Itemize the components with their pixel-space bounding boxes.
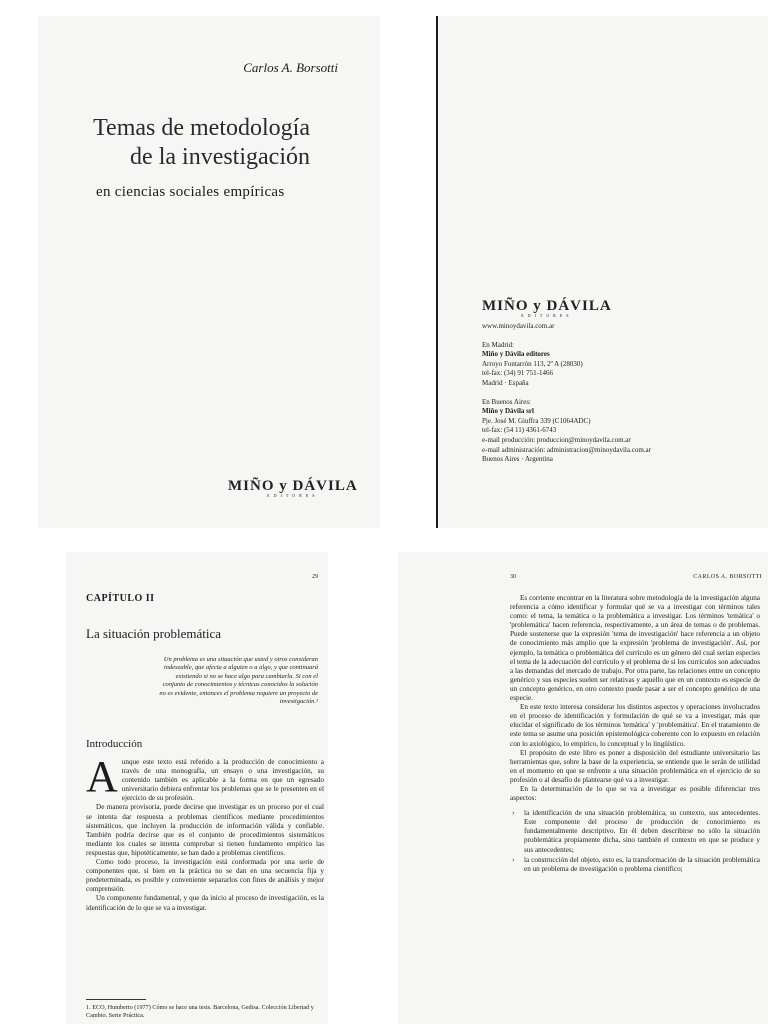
email-administration: e-mail administración: administracion@minoydavila.com.ar [482,445,651,454]
publisher-logo [228,478,358,498]
buenos-aires-name: Miño y Dávila srl [482,407,534,416]
title-page [38,16,380,528]
paragraph: Es corriente encontrar en la literatura sobre metodología de la investigación alguna referencia a cómo identificar y formular qué se va a investigar con términos tales como: el tema, la temática o la problemática a investigar. Los términos 'temática' o 'problemática' hacen referencia, respectivamente, a un área de temas o de problemas. Puede sostenerse que la expresión 'tema de investigación' hace referencia a un objeto de conocimiento más amplio que la expresión 'problema de investigación'. Así, por ejemplo, la temática o problemática del currículo es un género del cual serían especies el tema de la adecuación del currículo y el problema de si los currículos son adecuados a las demandas del mercado de trabajo. Por otra parte, las relaciones entre un concepto genérico y sus especies suelen ser relativas y aquello que en un contexto es especie de un concepto genérico, en otro contexto puede pasar a ser el concepto genérico de una especie. [510,594,760,703]
epigraph: Un problema es una situación que usted y otros consideran indeseable, que afecta a alguien o a algo, y que continuará existiendo si no se hace algo para cambiarla. Si con el conjunto de conocimientos y técnicas conocidos la solución no es evidente, entonces el problema requiere un proyecto de investigación.¹ [159,656,318,706]
publisher-website: www.minoydavila.com.ar [482,322,555,330]
chapter-heading: CAPÍTULO II [86,593,155,604]
book-title [93,114,310,172]
section-title: La situación problemática [86,626,222,641]
madrid-header: En Madrid: [482,340,515,349]
list-item [510,809,760,854]
publisher-logo-subtext: EDITORES [267,493,319,498]
buenos-aires-tel: tel-fax: (54 11) 4361-6743 [482,426,557,435]
list-item-text: la identificación de una situación problemática, su contexto, sus antecedentes. Este componente del proceso de producción de conocimiento es fundamentalmente descriptivo. En él deben describirse no sólo la situación problemática propiamente dicha, sino también el contexto en que se produce y sus antecedentes; [524,809,760,854]
book-title-line-2: de la investigación [130,144,310,170]
bullet-marker: › [512,809,515,818]
buenos-aires-header: En Buenos Aires: [482,397,531,406]
paragraph: El propósito de este libro es poner a disposición del estudiante universitario las herramientas que, sobre la base de la experiencia, se entiende que le serán de utilidad en el momento en que se enfrente a una situación problemática en el ejercicio de su profesión o al desafío de plantearse qué va a investigar. [510,748,760,784]
chapter-body [86,752,324,913]
introduction-heading: Introducción [86,738,143,750]
running-head: CARLOS A. BORSOTTI [693,574,762,580]
madrid-tel: tel-fax: (34) 91 751-1466 [482,369,553,378]
bullet-marker: › [512,855,515,864]
page-number: 29 [312,574,318,580]
buenos-aires-city: Buenos Aires · Argentina [482,455,553,464]
drop-cap: A [86,752,118,801]
imprint-page [438,16,768,528]
book-title-line-1: Temas de metodología [93,115,310,141]
paragraph: Un componente fundamental, y que da inicio al proceso de investigación, es la identificación de lo que se va a investigar. [86,894,324,912]
list-item [510,856,760,874]
publisher-logo-text: MIÑO y DÁVILA [228,478,358,494]
aspects-list [510,809,760,874]
footnote: 1. ECO, Humberto (1977) Cómo se hace una tesis. Barcelona, Gedisa. Colección Libertad y Cambio. Serie Práctica. [86,1004,314,1019]
email-production: e-mail producción: produccion@minoydavila.com.ar [482,435,631,444]
page-number: 30 [510,574,516,580]
paragraph: En la determinación de lo que se va a investigar es posible diferenciar tres aspectos: [510,784,760,803]
footnote-rule [86,999,146,1000]
publisher-logo-text: MIÑO y DÁVILA [482,298,612,314]
madrid-address: Arroyo Fontarrón 113, 2º A (28030) [482,359,583,368]
publisher-logo [482,298,612,318]
madrid-city: Madrid · España [482,378,529,387]
book-subtitle: en ciencias sociales empíricas [96,184,285,200]
paragraph [86,752,324,803]
imprint-block [482,322,651,465]
publisher-logo-subtext: EDITORES [521,313,573,318]
text-page [398,552,768,1024]
author-name: Carlos A. Borsotti [243,60,338,75]
paragraph-text: unque este texto está referido a la producción de conocimiento a través de una monografía, un ensayo o una investigación, su contenido también es aplicable a la forma en que un egresado universitario debiera enfrentar los problemas que se le presenten en el ejercicio de su profesión. [121,758,324,803]
paragraph: Como todo proceso, la investigación está conformada por una serie de componentes que, si bien en la práctica no se dan en una secuencia fija y predeterminada, es posible y conveniente separarlos con fines de análisis y mejor comprensión. [86,858,324,894]
paragraph: De manera provisoria, puede decirse que investigar es un proceso por el cual se intenta dar respuesta a problemas científicos mediante procedimientos sistemáticos, que incluyen la producción de información válida y confiable. También podría decirse que es el conjunto de procedimientos sistemáticos mediante los cuales se intenta comprobar si tienen fundamento empírico las respuestas que, hipotéticamente, se han dado a problemas científicos. [86,803,324,857]
paragraph: En este texto interesa considerar los distintos aspectos y operaciones involucrados en el proceso de identificación y formulación de qué se va a investigar, más que elucidar el significado de los términos 'temática' y 'problemática'. En el tratamiento de este tema se asume una posición epistemológica coherente con lo expuesto en relación con lo axiológico, lo empírico, lo conceptual y lo lingüístico. [510,703,760,748]
madrid-name: Miño y Dávila editores [482,350,550,359]
chapter-page [66,552,328,1024]
list-item-text: la construcción del objeto, esto es, la transformación de la situación problemática en un problema de investigación o problema científico; [524,855,760,873]
text-body [510,594,760,875]
buenos-aires-address: Pje. José M. Giuffra 339 (C1064ADC) [482,416,591,425]
